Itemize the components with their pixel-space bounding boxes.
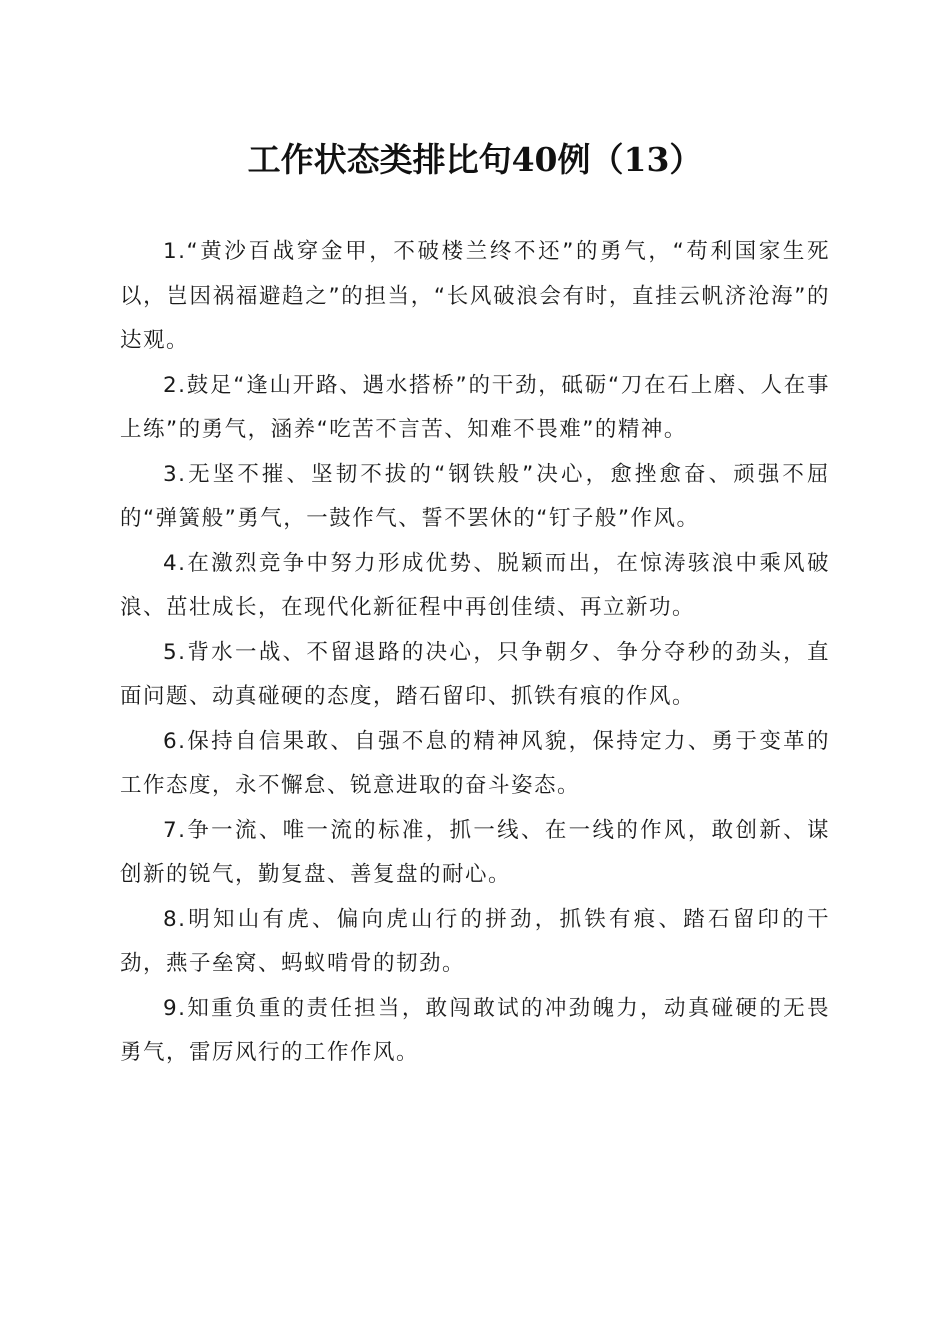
- document-title: 工作状态类排比句40例（13）: [247, 140, 703, 179]
- paragraph-9: 9.知重负重的责任担当，敢闯敢试的冲劲魄力，动真碰硬的无畏勇气，雷厉风行的工作作风。: [120, 995, 830, 1065]
- document-body: [120, 230, 830, 1076]
- paragraph-3: 3.无坚不摧、坚韧不拔的“钢铁般”决心，愈挫愈奋、顽强不屈的“弹簧般”勇气，一鼓作气、誓不罢休的“钉子般”作风。: [120, 461, 830, 531]
- paragraph-4: 4.在激烈竞争中努力形成优势、脱颖而出，在惊涛骇浪中乘风破浪、茁壮成长，在现代化新征程中再创佳绩、再立新功。: [120, 550, 830, 620]
- paragraph-1: 1.“黄沙百战穿金甲，不破楼兰终不还”的勇气，“苟利国家生死以，岂因祸福避趋之”的担当，“长风破浪会有时，直挂云帆济沧海”的达观。: [120, 239, 830, 353]
- paragraph-7: 7.争一流、唯一流的标准，抓一线、在一线的作风，敢创新、谋创新的锐气，勤复盘、善复盘的耐心。: [120, 817, 830, 887]
- paragraph-6: 6.保持自信果敢、自强不息的精神风貌，保持定力、勇于变革的工作态度，永不懈怠、锐意进取的奋斗姿态。: [120, 728, 830, 798]
- paragraph-2: 2.鼓足“逢山开路、遇水搭桥”的干劲，砥砺“刀在石上磨、人在事上练”的勇气，涵养“吃苦不言苦、知难不畏难”的精神。: [120, 372, 830, 442]
- paragraph-8: 8.明知山有虎、偏向虎山行的拼劲，抓铁有痕、踏石留印的干劲，燕子垒窝、蚂蚁啃骨的韧劲。: [120, 906, 830, 976]
- paragraph-5: 5.背水一战、不留退路的决心，只争朝夕、争分夺秒的劲头，直面问题、动真碰硬的态度，踏石留印、抓铁有痕的作风。: [120, 639, 830, 709]
